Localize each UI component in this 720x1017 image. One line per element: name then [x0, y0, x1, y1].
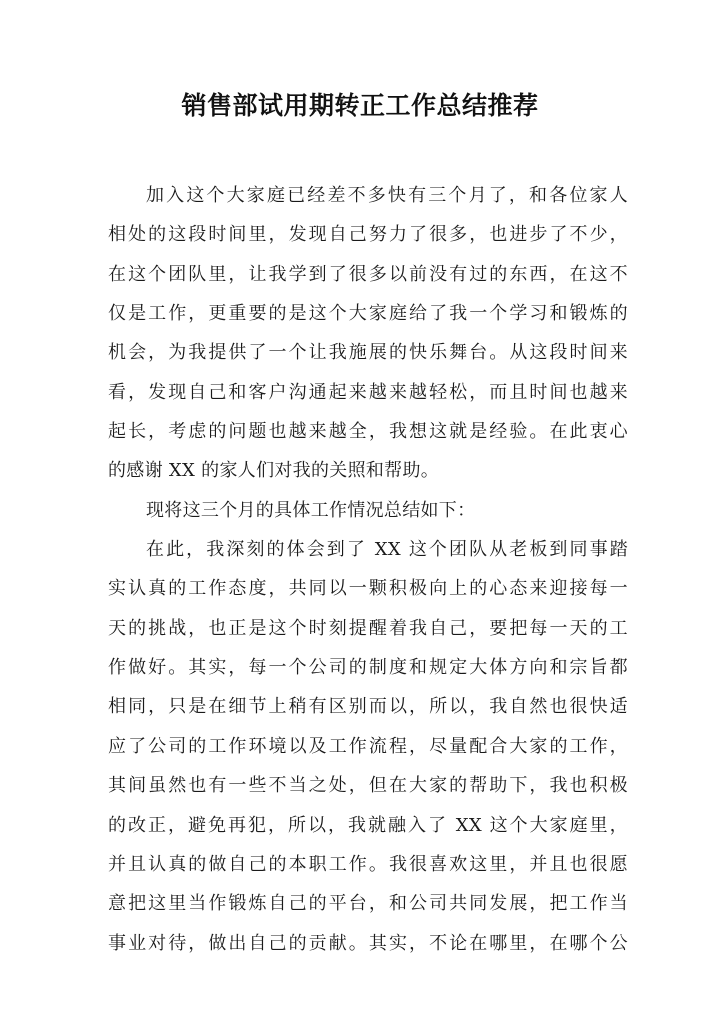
- paragraph-line: 实认真的工作态度，共同以一颗积极向上的心态来迎接每一: [108, 578, 628, 600]
- paragraph-line: 加入这个大家庭已经差不多快有三个月了，和各位家人: [146, 185, 628, 206]
- paragraph-line: 看，发现自己和客户沟通起来越来越轻松，而且时间也越来: [108, 381, 628, 403]
- paragraph-line: 应了公司的工作环境以及工作流程，尽量配合大家的工作，: [108, 735, 628, 757]
- paragraph-line: 机会，为我提供了一个让我施展的快乐舞台。从这段时间来: [108, 342, 628, 364]
- paragraph-line: 的感谢 XX 的家人们对我的关照和帮助。: [108, 460, 440, 482]
- paragraph-line: 相同，只是在细节上稍有区别而以，所以，我自然也很快适: [108, 696, 628, 718]
- paragraph-line: 相处的这段时间里，发现自己努力了很多，也进步了不少，: [108, 224, 628, 246]
- paragraph-line: 其间虽然也有一些不当之处，但在大家的帮助下，我也积极: [108, 775, 628, 797]
- paragraph-line: 意把这里当作锻炼自己的平台，和公司共同发展，把工作当: [108, 893, 628, 915]
- paragraph-line: 在这个团队里，让我学到了很多以前没有过的东西，在这不: [108, 263, 628, 285]
- paragraph-line: 在此，我深刻的体会到了 XX 这个团队从老板到同事踏: [146, 539, 628, 561]
- paragraph-line: 的改正，避免再犯，所以，我就融入了 XX 这个大家庭里，: [108, 814, 628, 836]
- paragraph-line: 事业对待，做出自己的贡献。其实，不论在哪里，在哪个公: [108, 932, 628, 954]
- document-body: [108, 176, 628, 963]
- paragraph-line: 现将这三个月的具体工作情况总结如下：: [146, 499, 476, 521]
- paragraph-line: 仅是工作，更重要的是这个大家庭给了我一个学习和锻炼的: [108, 303, 628, 325]
- paragraph-line: 作做好。其实，每一个公司的制度和规定大体方向和宗旨都: [108, 657, 628, 679]
- paragraph-line: 并且认真的做自己的本职工作。我很喜欢这里，并且也很愿: [108, 853, 628, 875]
- paragraph-line: 起长，考虑的问题也越来越全，我想这就是经验。在此衷心: [108, 421, 628, 443]
- paragraph-line: 天的挑战，也正是这个时刻提醒着我自己，要把每一天的工: [108, 617, 628, 639]
- page-title: 销售部试用期转正工作总结推荐: [181, 91, 539, 120]
